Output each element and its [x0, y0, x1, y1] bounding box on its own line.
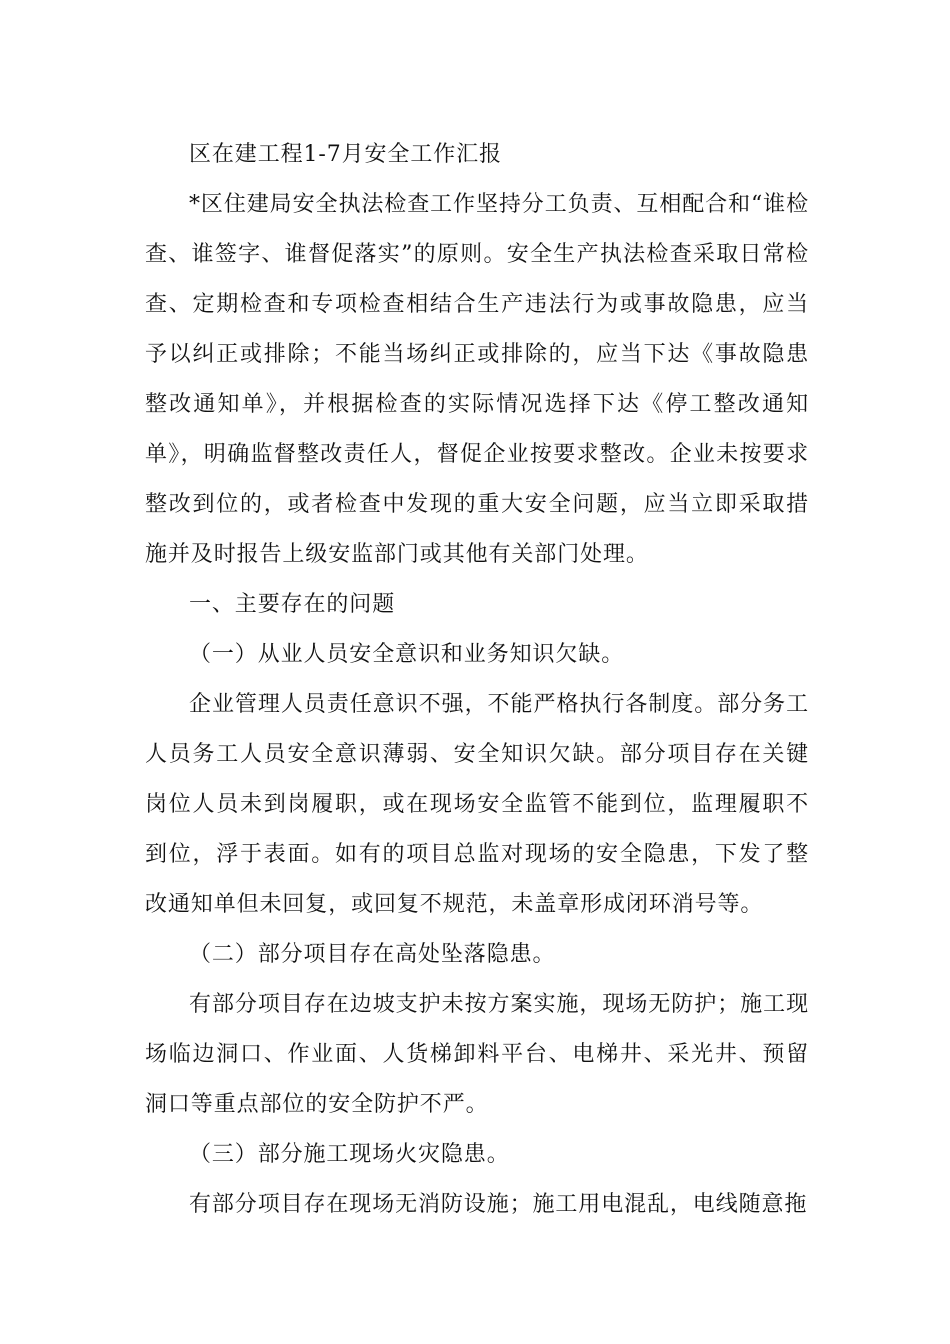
- intro-paragraph: *区住建局安全执法检查工作坚持分工负责、互相配合和“谁检查、谁签字、谁督促落实”的原则。安全生产执法检查采取日常检查、定期检查和专项检查相结合生产违法行为或事故隐患，应当予以纠正或排除；不能当场纠正或排除的，应当下达《事故隐患整改通知单》，并根据检查的实际情况选择下达《停工整改通知单》，明确监督整改责任人，督促企业按要求整改。企业未按要求整改到位的，或者检查中发现的重大安全问题，应当立即采取措施并及时报告上级安监部门或其他有关部门处理。: [145, 192, 809, 567]
- document-body: [145, 130, 809, 1230]
- paragraph-fall-hazard: 有部分项目存在边坡支护未按方案实施，现场无防护；施工现场临边洞口、作业面、人货梯卸料平台、电梯井、采光井、预留洞口等重点部位的安全防护不严。: [145, 992, 809, 1117]
- subheading-fire-hazard: （三）部分施工现场火灾隐患。: [189, 1142, 510, 1167]
- document-title: 区在建工程1-7月安全工作汇报: [189, 142, 502, 167]
- subheading-fall-hazard: （二）部分项目存在高处坠落隐患。: [189, 942, 556, 967]
- paragraph-awareness: 企业管理人员责任意识不强，不能严格执行各制度。部分务工人员务工人员安全意识薄弱、安全知识欠缺。部分项目存在关键岗位人员未到岗履职，或在现场安全监管不能到位，监理履职不到位，浮于表面。如有的项目总监对现场的安全隐患，下发了整改通知单但未回复，或回复不规范，未盖章形成闭环消号等。: [145, 692, 809, 917]
- section-heading-problems: 一、主要存在的问题: [189, 592, 396, 617]
- paragraph-fire-hazard: 有部分项目存在现场无消防设施；施工用电混乱，电线随意拖: [189, 1192, 808, 1217]
- subheading-awareness: （一）从业人员安全意识和业务知识欠缺。: [189, 642, 625, 667]
